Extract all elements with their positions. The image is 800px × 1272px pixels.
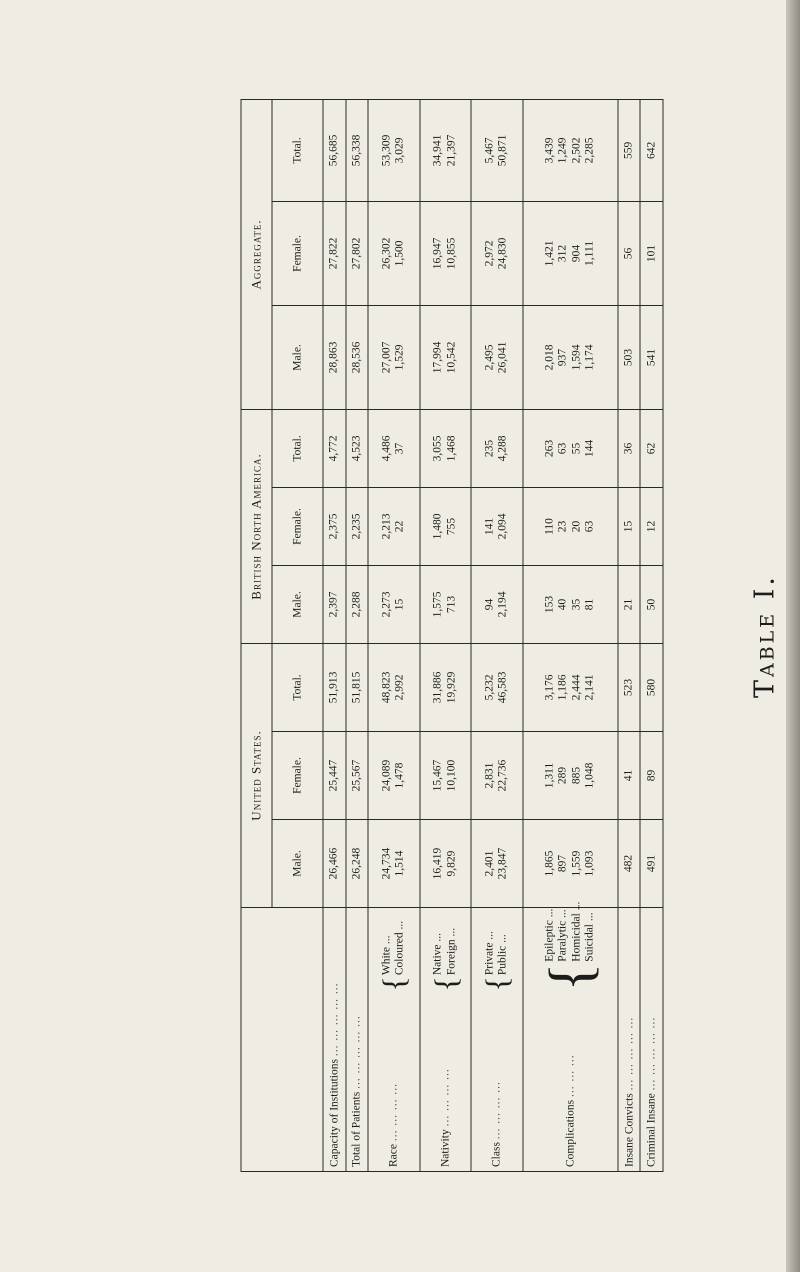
- row-label: Complications: [563, 1099, 576, 1167]
- cell-value: 491: [644, 854, 657, 873]
- cell-value: 2,972: [482, 240, 495, 267]
- cell-value: 15: [393, 598, 406, 611]
- cell-value: 937: [556, 348, 569, 367]
- value-cell: [617, 487, 640, 565]
- value-cell: [323, 732, 346, 820]
- table-row: [419, 99, 471, 1171]
- cell-value: 24,734: [379, 847, 392, 880]
- value-cell: [368, 732, 420, 820]
- value-cell: [368, 201, 420, 305]
- cell-value: 1,865: [542, 850, 555, 877]
- cell-value: 2,495: [482, 344, 495, 371]
- cell-value: 897: [556, 854, 569, 873]
- value-cell: [323, 643, 346, 731]
- sub-label: Public ...: [496, 934, 509, 976]
- column-header-total: Total.: [272, 643, 323, 731]
- sub-label: Epileptic ...: [542, 908, 555, 962]
- cell-value: 503: [621, 348, 634, 367]
- leader-dots: ... ... ... ... ...: [350, 1015, 363, 1089]
- cell-value: 1,468: [444, 435, 457, 462]
- cell-value: 22,736: [496, 759, 509, 792]
- cell-value: 34,941: [431, 134, 444, 167]
- column-header-female: Female.: [272, 732, 323, 820]
- cell-value: 63: [583, 520, 596, 533]
- value-cell: [471, 732, 523, 820]
- value-cell: [419, 487, 471, 565]
- value-cell: [640, 305, 663, 409]
- value-cell: [471, 409, 523, 487]
- table-frame: [240, 100, 663, 1172]
- value-cell: [471, 487, 523, 565]
- sub-label: Homicidal ...: [569, 901, 582, 962]
- cell-value: 3,176: [542, 674, 555, 701]
- cell-value: 263: [542, 439, 555, 458]
- cell-value: 10,855: [444, 237, 457, 270]
- cell-value: 25,447: [327, 759, 340, 792]
- cell-value: 16,947: [431, 237, 444, 270]
- value-cell: [640, 565, 663, 643]
- value-cell: [640, 409, 663, 487]
- group-header-united-states: United States.: [241, 643, 272, 907]
- cell-value: 153: [542, 595, 555, 614]
- cell-value: 24,830: [496, 237, 509, 270]
- cell-value: 5,232: [482, 674, 495, 701]
- value-cell: [522, 565, 617, 643]
- value-cell: [617, 643, 640, 731]
- value-cell: [522, 487, 617, 565]
- value-cell: [617, 305, 640, 409]
- cell-value: 4,288: [496, 435, 509, 462]
- value-cell: [522, 643, 617, 731]
- cell-value: 1,048: [583, 762, 596, 789]
- cell-value: 20: [569, 520, 582, 533]
- curly-brace-icon: {: [426, 976, 463, 992]
- cell-value: 1,249: [556, 137, 569, 164]
- value-cell: [522, 820, 617, 908]
- sub-label: Suicidal ...: [583, 912, 596, 962]
- rotated-table-wrapper: [240, 100, 663, 1172]
- value-cell: [522, 409, 617, 487]
- cell-value: 235: [482, 439, 495, 458]
- value-cell: [345, 487, 368, 565]
- table-body: [323, 99, 663, 1171]
- cell-value: 4,523: [349, 435, 362, 462]
- cell-value: 5,467: [482, 137, 495, 164]
- page-edge-shadow: [786, 0, 800, 1272]
- cell-value: 2,992: [393, 674, 406, 701]
- cell-value: 27,802: [349, 237, 362, 270]
- cell-value: 1,514: [393, 850, 406, 877]
- value-cell: [471, 201, 523, 305]
- cell-value: 1,575: [431, 591, 444, 618]
- cell-value: 2,288: [349, 591, 362, 618]
- column-header-male: Male.: [272, 305, 323, 409]
- value-cell: [522, 201, 617, 305]
- cell-value: 3,055: [431, 435, 444, 462]
- value-cell: [368, 487, 420, 565]
- cell-value: 1,529: [393, 344, 406, 371]
- cell-value: 144: [583, 439, 596, 458]
- cell-value: 2,401: [482, 850, 495, 877]
- value-cell: [368, 305, 420, 409]
- cell-value: 559: [621, 141, 634, 160]
- value-cell: [419, 565, 471, 643]
- value-cell: [471, 305, 523, 409]
- cell-value: 56,685: [327, 134, 340, 167]
- value-cell: [640, 99, 663, 201]
- cell-value: 1,500: [393, 240, 406, 267]
- cell-value: 27,822: [327, 237, 340, 270]
- value-cell: [419, 305, 471, 409]
- cell-value: 2,375: [327, 513, 340, 540]
- cell-value: 24,089: [379, 759, 392, 792]
- cell-value: 141: [482, 517, 495, 536]
- insanity-statistics-table: [240, 99, 663, 1172]
- value-cell: [640, 643, 663, 731]
- cell-value: 10,100: [444, 759, 457, 792]
- cell-value: 26,466: [327, 847, 340, 880]
- value-cell: [419, 409, 471, 487]
- leader-dots: ... ... ... ...: [438, 1068, 451, 1127]
- cell-value: 26,041: [496, 341, 509, 374]
- cell-value: 2,094: [496, 513, 509, 540]
- sub-label: Coloured ...: [393, 920, 406, 976]
- cell-value: 22: [393, 520, 406, 533]
- cell-value: 46,583: [496, 671, 509, 704]
- cell-value: 1,478: [393, 762, 406, 789]
- cell-value: 35: [569, 598, 582, 611]
- value-cell: [617, 565, 640, 643]
- cell-value: 50,871: [496, 134, 509, 167]
- cell-value: 56: [621, 247, 634, 260]
- row-label: Criminal Insane: [645, 1093, 658, 1167]
- cell-value: 17,994: [431, 341, 444, 374]
- value-cell: [617, 732, 640, 820]
- cell-value: 2,213: [379, 513, 392, 540]
- cell-value: 28,536: [349, 341, 362, 374]
- cell-value: 28,863: [327, 341, 340, 374]
- column-header-female: Female.: [272, 487, 323, 565]
- value-cell: [419, 201, 471, 305]
- cell-value: 2,502: [569, 137, 582, 164]
- cell-value: 541: [644, 348, 657, 367]
- cell-value: 25,567: [349, 759, 362, 792]
- value-cell: [522, 732, 617, 820]
- cell-value: 2,397: [327, 591, 340, 618]
- value-cell: [323, 820, 346, 908]
- cell-value: 10,542: [444, 341, 457, 374]
- cell-value: 312: [556, 244, 569, 263]
- cell-value: 36: [621, 442, 634, 455]
- cell-value: 2,018: [542, 344, 555, 371]
- cell-value: 523: [621, 678, 634, 697]
- value-cell: [368, 99, 420, 201]
- value-cell: [345, 201, 368, 305]
- cell-value: 3,029: [393, 137, 406, 164]
- cell-value: 2,194: [496, 591, 509, 618]
- cell-value: 55: [569, 442, 582, 455]
- value-cell: [419, 643, 471, 731]
- cell-value: 62: [644, 442, 657, 455]
- column-header-total: Total.: [272, 99, 323, 201]
- cell-value: 21: [621, 598, 634, 611]
- table-row: [345, 99, 368, 1171]
- value-cell: [471, 565, 523, 643]
- stub-header: [241, 908, 323, 1172]
- cell-value: 40: [556, 598, 569, 611]
- value-cell: [640, 820, 663, 908]
- cell-value: 3,439: [542, 137, 555, 164]
- cell-value: 110: [542, 518, 555, 535]
- leader-dots: ... ... ...: [563, 1054, 576, 1098]
- cell-value: 23: [556, 520, 569, 533]
- cell-value: 19,929: [444, 671, 457, 704]
- cell-value: 885: [569, 766, 582, 785]
- value-cell: [345, 565, 368, 643]
- cell-value: 2,235: [349, 513, 362, 540]
- cell-value: 26,302: [379, 237, 392, 270]
- value-cell: [419, 820, 471, 908]
- cell-value: 1,186: [556, 674, 569, 701]
- cell-value: 81: [583, 598, 596, 611]
- cell-value: 16,419: [431, 847, 444, 880]
- cell-value: 15: [621, 520, 634, 533]
- cell-value: 2,444: [569, 674, 582, 701]
- cell-value: 9,829: [444, 850, 457, 877]
- sub-label: White ...: [379, 935, 392, 976]
- row-label: Class: [490, 1142, 503, 1167]
- cell-value: 56,338: [349, 134, 362, 167]
- cell-value: 2,285: [583, 137, 596, 164]
- table-row: [323, 99, 346, 1171]
- cell-value: 2,141: [583, 674, 596, 701]
- cell-value: 27,007: [379, 341, 392, 374]
- cell-value: 1,111: [583, 240, 596, 266]
- table-row: [617, 99, 640, 1171]
- value-cell: [368, 565, 420, 643]
- value-cell: [345, 99, 368, 201]
- leader-dots: ... ... ... ... ...: [645, 1016, 658, 1091]
- column-header-male: Male.: [272, 565, 323, 643]
- value-cell: [323, 99, 346, 201]
- value-cell: [345, 305, 368, 409]
- value-cell: [419, 99, 471, 201]
- value-cell: [617, 201, 640, 305]
- value-cell: [323, 487, 346, 565]
- column-header-female: Female.: [272, 201, 323, 305]
- leader-dots: ... ... ... ... ...: [622, 1016, 635, 1091]
- value-cell: [368, 409, 420, 487]
- cell-value: 89: [644, 769, 657, 782]
- cell-value: 1,594: [569, 344, 582, 371]
- value-cell: [617, 409, 640, 487]
- cell-value: 4,772: [327, 435, 340, 462]
- cell-value: 1,093: [583, 850, 596, 877]
- value-cell: [471, 643, 523, 731]
- table-row: [471, 99, 523, 1171]
- table-caption: Table I.: [749, 573, 781, 699]
- value-cell: [640, 487, 663, 565]
- row-label: Insane Convicts: [622, 1093, 635, 1167]
- cell-value: 4,486: [379, 435, 392, 462]
- value-cell: [323, 565, 346, 643]
- sub-label: Paralytic ...: [556, 909, 569, 962]
- leader-dots: ... ... ... ...: [387, 1083, 400, 1142]
- cell-value: 48,823: [379, 671, 392, 704]
- cell-value: 12: [644, 520, 657, 533]
- value-cell: [522, 99, 617, 201]
- table-row: [522, 99, 617, 1171]
- cell-value: 26,248: [349, 847, 362, 880]
- value-cell: [323, 201, 346, 305]
- sub-label: Native ...: [431, 932, 444, 976]
- cell-value: 904: [569, 244, 582, 263]
- column-header-total: Total.: [272, 409, 323, 487]
- cell-value: 41: [621, 769, 634, 782]
- cell-value: 1,559: [569, 850, 582, 877]
- value-cell: [345, 643, 368, 731]
- value-cell: [471, 99, 523, 201]
- value-cell: [368, 820, 420, 908]
- cell-value: 1,311: [542, 762, 555, 789]
- cell-value: 51,913: [327, 671, 340, 704]
- value-cell: [522, 305, 617, 409]
- cell-value: 63: [556, 442, 569, 455]
- cell-value: 1,421: [542, 240, 555, 267]
- value-cell: [345, 820, 368, 908]
- value-cell: [419, 732, 471, 820]
- cell-value: 713: [444, 595, 457, 614]
- cell-value: 94: [482, 598, 495, 611]
- row-label: Race: [387, 1144, 400, 1167]
- group-header-aggregate: Aggregate.: [241, 99, 272, 409]
- cell-value: 53,309: [379, 134, 392, 167]
- curly-brace-icon: {: [536, 962, 603, 992]
- value-cell: [368, 643, 420, 731]
- cell-value: 23,847: [496, 847, 509, 880]
- cell-value: 37: [393, 442, 406, 455]
- cell-value: 1,174: [583, 344, 596, 371]
- row-label: Nativity: [438, 1129, 451, 1167]
- cell-value: 580: [644, 678, 657, 697]
- value-cell: [640, 201, 663, 305]
- cell-value: 482: [621, 854, 634, 873]
- value-cell: [617, 820, 640, 908]
- curly-brace-icon: {: [375, 976, 412, 992]
- sub-label: Foreign ...: [444, 927, 457, 976]
- cell-value: 51,815: [349, 671, 362, 704]
- row-label: Capacity of Institutions: [327, 1059, 340, 1167]
- value-cell: [640, 732, 663, 820]
- cell-value: 755: [444, 517, 457, 536]
- cell-value: 50: [644, 598, 657, 611]
- value-cell: [345, 409, 368, 487]
- curly-brace-icon: {: [478, 976, 515, 992]
- table-row: [368, 99, 420, 1171]
- cell-value: 2,831: [482, 762, 495, 789]
- leader-dots: ... ... ... ... ...: [327, 982, 340, 1057]
- value-cell: [323, 305, 346, 409]
- cell-value: 31,886: [431, 671, 444, 704]
- value-cell: [323, 409, 346, 487]
- cell-value: 642: [644, 141, 657, 160]
- row-label: Total of Patients: [350, 1091, 363, 1167]
- sub-label: Private ...: [482, 931, 495, 976]
- table-row: [640, 99, 663, 1171]
- value-cell: [617, 99, 640, 201]
- cell-value: 21,397: [444, 134, 457, 167]
- cell-value: 1,480: [431, 513, 444, 540]
- cell-value: 15,467: [431, 759, 444, 792]
- cell-value: 2,273: [379, 591, 392, 618]
- value-cell: [345, 732, 368, 820]
- leader-dots: ... ... ... ...: [490, 1081, 503, 1140]
- group-header-british-north-america: British North America.: [241, 409, 272, 643]
- column-header-male: Male.: [272, 820, 323, 908]
- cell-value: 101: [644, 244, 657, 263]
- value-cell: [471, 820, 523, 908]
- cell-value: 289: [556, 766, 569, 785]
